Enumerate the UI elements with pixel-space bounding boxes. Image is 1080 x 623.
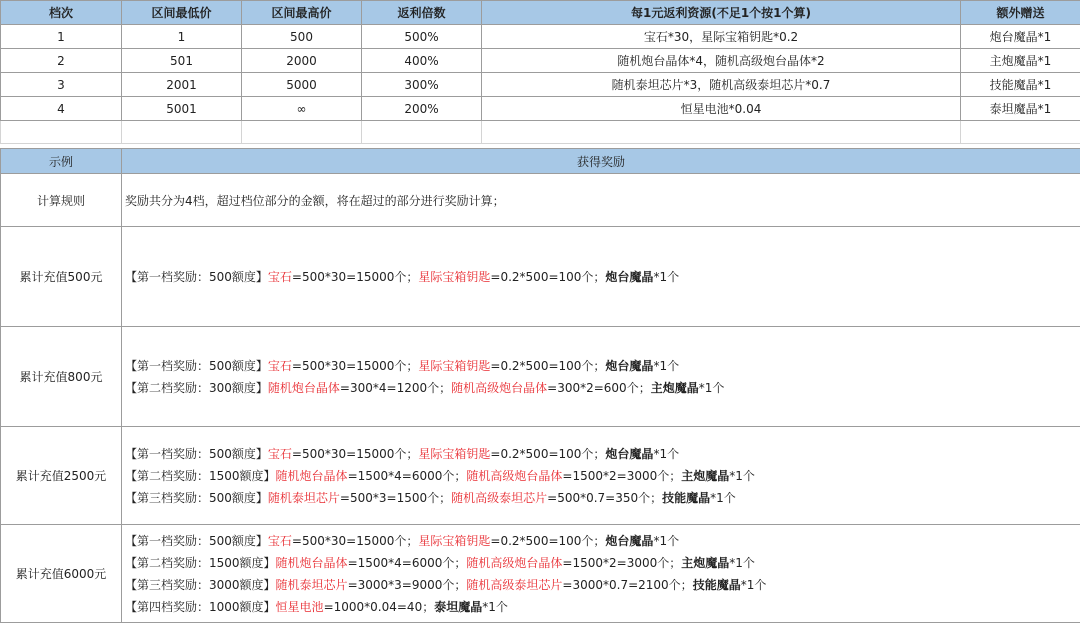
cell-max[interactable]: 500: [242, 25, 362, 49]
reward-text: =0.2*500=100个；: [490, 446, 606, 461]
empty-cell[interactable]: [122, 121, 242, 144]
reward-text: 【第四档奖励：1000额度】: [125, 599, 276, 614]
example-header-row: [1, 149, 1080, 174]
reward-text: 【第一档奖励：500额度】: [125, 533, 268, 548]
reward-item-name: 星际宝箱钥匙: [418, 358, 491, 373]
bonus-item-name: 炮台魔晶: [605, 358, 654, 373]
reward-text: *1个: [653, 533, 680, 548]
example-label[interactable]: 累计充值6000元: [1, 525, 122, 623]
cell-multiplier[interactable]: 200%: [362, 97, 482, 121]
example-row: [1, 525, 1080, 623]
reward-text: 【第二档奖励：1500额度】: [125, 555, 276, 570]
table-row: [1, 49, 1080, 73]
example-label[interactable]: 累计充值2500元: [1, 427, 122, 525]
reward-text: *1个: [653, 358, 680, 373]
table-row: [1, 97, 1080, 121]
example-content[interactable]: [122, 427, 1080, 525]
reward-line: [125, 377, 1080, 399]
reward-item-name: 宝石: [267, 269, 292, 284]
reward-text: *1个: [710, 490, 736, 505]
reward-text: =1500*4=6000个；: [347, 468, 467, 483]
reward-item-name: 随机炮台晶体: [267, 380, 340, 395]
reward-line: [125, 443, 1080, 465]
example-label[interactable]: 累计充值800元: [1, 327, 122, 427]
reward-text: *1个: [740, 577, 767, 592]
empty-cell[interactable]: [482, 121, 961, 144]
header-tier[interactable]: 档次: [1, 1, 122, 25]
reward-text: =3000*0.7=2100个；: [562, 577, 693, 592]
example-row: [1, 227, 1080, 327]
reward-line: [125, 465, 1080, 487]
reward-text: 【第二档奖励：1500额度】: [125, 468, 276, 483]
reward-item-name: 随机高级炮台晶体: [451, 380, 548, 395]
cell-resources[interactable]: 随机泰坦芯片*3，随机高级泰坦芯片*0.7: [482, 73, 961, 97]
reward-item-name: 随机炮台晶体: [275, 468, 348, 483]
reward-item-name: 星际宝箱钥匙: [418, 446, 491, 461]
example-row: [1, 327, 1080, 427]
reward-text: 【第二档奖励：300额度】: [125, 380, 268, 395]
example-content[interactable]: [122, 327, 1080, 427]
reward-text: =500*0.7=350个；: [547, 490, 663, 505]
example-label[interactable]: 累计充值500元: [1, 227, 122, 327]
cell-tier[interactable]: 4: [1, 97, 122, 121]
cell-resources[interactable]: 宝石*30，星际宝箱钥匙*0.2: [482, 25, 961, 49]
reward-text: =500*30=15000个；: [291, 446, 419, 461]
reward-text: *1个: [482, 599, 508, 614]
reward-item-name: 随机泰坦芯片: [275, 577, 348, 592]
reward-item-name: 星际宝箱钥匙: [418, 269, 491, 284]
reward-text: 【第三档奖励：3000额度】: [125, 577, 276, 592]
reward-text: =500*30=15000个；: [291, 358, 419, 373]
reward-text: 【第一档奖励：500额度】: [125, 358, 268, 373]
reward-text: *1个: [729, 468, 755, 483]
example-table: [0, 148, 1080, 623]
header-multiplier[interactable]: 返利倍数: [362, 1, 482, 25]
header-max-price[interactable]: 区间最高价: [242, 1, 362, 25]
cell-min[interactable]: 1: [122, 25, 242, 49]
rule-row: [1, 174, 1080, 227]
reward-text: 【第一档奖励：500额度】: [125, 269, 268, 284]
reward-text: =300*4=1200个；: [339, 380, 452, 395]
empty-cell[interactable]: [1, 121, 122, 144]
reward-line: [125, 530, 1080, 552]
cell-tier[interactable]: 2: [1, 49, 122, 73]
reward-text: *1个: [653, 446, 680, 461]
header-resources[interactable]: 每1元返利资源(不足1个按1个算): [482, 1, 961, 25]
reward-item-name: 随机高级炮台晶体: [466, 555, 563, 570]
reward-item-name: 宝石: [267, 446, 292, 461]
reward-text: =500*30=15000个；: [291, 533, 419, 548]
reward-text: =300*2=600个；: [547, 380, 651, 395]
rule-text[interactable]: 奖励共分为4档，超过档位部分的金额，将在超过的部分进行奖励计算；: [122, 174, 1080, 227]
cell-min[interactable]: 2001: [122, 73, 242, 97]
reward-text: *1个: [729, 555, 755, 570]
cell-resources[interactable]: 恒星电池*0.04: [482, 97, 961, 121]
cell-min[interactable]: 5001: [122, 97, 242, 121]
bonus-item-name: 炮台魔晶: [605, 446, 654, 461]
reward-item-name: 随机高级泰坦芯片: [451, 490, 548, 505]
bonus-item-name: 炮台魔晶: [605, 269, 654, 284]
cell-multiplier[interactable]: 300%: [362, 73, 482, 97]
cell-min[interactable]: 501: [122, 49, 242, 73]
reward-text: =500*30=15000个；: [291, 269, 419, 284]
blank-row: [1, 121, 1080, 144]
reward-text: =1500*4=6000个；: [347, 555, 467, 570]
reward-item-name: 随机炮台晶体: [275, 555, 348, 570]
example-content[interactable]: [122, 525, 1080, 623]
reward-line: [125, 574, 1080, 596]
reward-text: =1500*2=3000个；: [562, 555, 682, 570]
cell-bonus[interactable]: 主炮魔晶*1: [961, 49, 1080, 73]
reward-item-name: 随机高级炮台晶体: [466, 468, 563, 483]
reward-text: =500*3=1500个；: [339, 490, 452, 505]
reward-line: [125, 266, 1080, 288]
reward-line: [125, 552, 1080, 574]
rule-label[interactable]: 计算规则: [1, 174, 122, 227]
reward-text: =0.2*500=100个；: [490, 533, 606, 548]
header-min-price[interactable]: 区间最低价: [122, 1, 242, 25]
reward-text: =0.2*500=100个；: [490, 269, 606, 284]
reward-text: 【第三档奖励：500额度】: [125, 490, 268, 505]
cell-max[interactable]: 5000: [242, 73, 362, 97]
cell-multiplier[interactable]: 400%: [362, 49, 482, 73]
reward-item-name: 恒星电池: [275, 599, 324, 614]
reward-text: =0.2*500=100个；: [490, 358, 606, 373]
reward-item-name: 宝石: [267, 358, 292, 373]
bonus-item-name: 泰坦魔晶: [434, 599, 483, 614]
bonus-item-name: 技能魔晶: [692, 577, 741, 592]
reward-text: 【第一档奖励：500额度】: [125, 446, 268, 461]
cell-bonus[interactable]: 技能魔晶*1: [961, 73, 1080, 97]
cell-bonus[interactable]: 炮台魔晶*1: [961, 25, 1080, 49]
table-row: [1, 73, 1080, 97]
bonus-item-name: 炮台魔晶: [605, 533, 654, 548]
reward-line: [125, 487, 1080, 509]
example-content[interactable]: [122, 227, 1080, 327]
cell-max[interactable]: 2000: [242, 49, 362, 73]
header-bonus[interactable]: 额外赠送: [961, 1, 1080, 25]
cell-resources[interactable]: 随机炮台晶体*4，随机高级炮台晶体*2: [482, 49, 961, 73]
empty-cell[interactable]: [961, 121, 1080, 144]
bonus-item-name: 技能魔晶: [662, 490, 711, 505]
header-example[interactable]: 示例: [1, 149, 122, 174]
bonus-item-name: 主炮魔晶: [681, 555, 730, 570]
reward-line: [125, 596, 1080, 618]
tier-header-row: [1, 1, 1080, 25]
reward-text: =3000*3=9000个；: [347, 577, 467, 592]
cell-tier[interactable]: 3: [1, 73, 122, 97]
reward-text: *1个: [698, 380, 725, 395]
table-row: [1, 25, 1080, 49]
cell-multiplier[interactable]: 500%: [362, 25, 482, 49]
empty-cell[interactable]: [362, 121, 482, 144]
tier-table: [0, 0, 1080, 144]
reward-text: *1个: [653, 269, 680, 284]
cell-tier[interactable]: 1: [1, 25, 122, 49]
bonus-item-name: 主炮魔晶: [681, 468, 730, 483]
reward-item-name: 宝石: [267, 533, 292, 548]
example-row: [1, 427, 1080, 525]
header-reward[interactable]: 获得奖励: [122, 149, 1080, 174]
reward-text: =1500*2=3000个；: [562, 468, 682, 483]
reward-item-name: 随机高级泰坦芯片: [466, 577, 563, 592]
reward-text: =1000*0.04=40；: [323, 599, 435, 614]
reward-item-name: 星际宝箱钥匙: [418, 533, 491, 548]
cell-max[interactable]: ∞: [242, 97, 362, 121]
empty-cell[interactable]: [242, 121, 362, 144]
bonus-item-name: 主炮魔晶: [650, 380, 699, 395]
reward-line: [125, 355, 1080, 377]
reward-item-name: 随机泰坦芯片: [267, 490, 340, 505]
cell-bonus[interactable]: 泰坦魔晶*1: [961, 97, 1080, 121]
